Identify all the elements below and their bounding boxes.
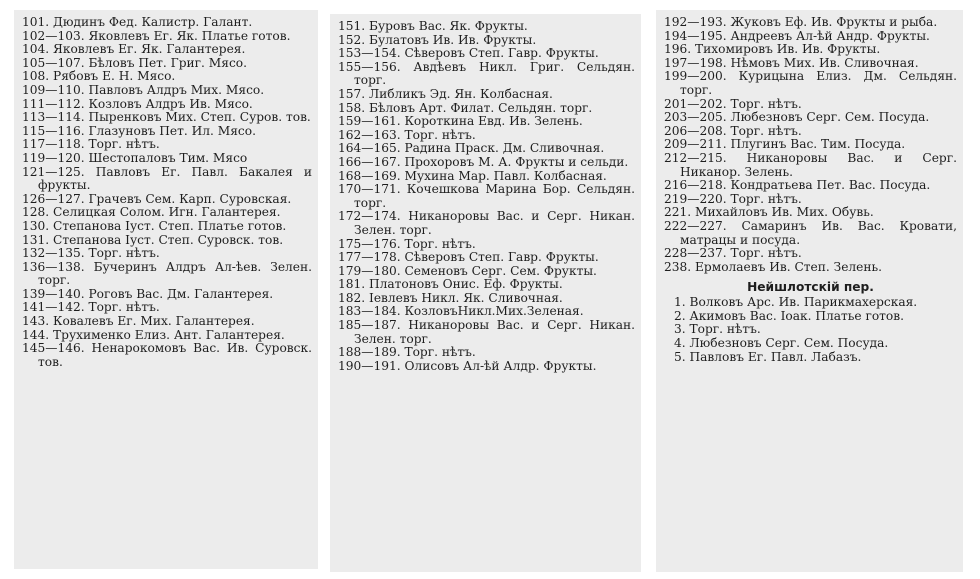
directory-entry: 102—103. Яковлевъ Ег. Як. Платье готов. [22, 28, 291, 43]
directory-entry: 119—120. Шестопаловъ Тим. Мясо [22, 150, 248, 165]
directory-entry: 168—169. Мухина Мар. Павл. Колбасная. [338, 168, 607, 183]
column-2 [330, 14, 641, 572]
directory-entry: 188—189. Торг. нѣтъ. [338, 345, 476, 360]
directory-entry: 132—135. Торг. нѣтъ. [22, 246, 160, 261]
directory-entry: 203—205. Любезновъ Серг. Сем. Посуда. [664, 110, 930, 125]
directory-entry: 115—116. Глазуновъ Пет. Ил. Мясо. [22, 123, 256, 138]
directory-entry: 5. Павловъ Ег. Павл. Лабазъ. [674, 349, 862, 364]
directory-entry: 181. Платоновъ Онис. Еф. Фрукты. [338, 277, 563, 292]
directory-entry: 117—118. Торг. нѣтъ. [22, 137, 160, 152]
directory-entry: 130. Степанова Іуст. Степ. Платье готов. [22, 218, 287, 233]
directory-entry: 143. Ковалевъ Ег. Мих. Галантерея. [22, 314, 255, 329]
directory-entry: 152. Булатовъ Ив. Ив. Фрукты. [338, 32, 537, 47]
directory-entry: 141—142. Торг. нѣтъ. [22, 300, 160, 315]
directory-entry: 201—202. Торг. нѣтъ. [664, 96, 802, 111]
directory-entry: 219—220. Торг. нѣтъ. [664, 191, 802, 206]
directory-entry: 170—171. Кочешкова Марина Бор. Сельдян. торг. [338, 182, 635, 210]
directory-entry: 185—187. Никаноровы Вас. и Серг. Никан. Зелен. торг. [338, 318, 635, 346]
directory-entry: 113—114. Пыренковъ Мих. Степ. Суров. тов. [22, 110, 311, 125]
directory-entry: 209—211. Плугинъ Вас. Тим. Посуда. [664, 137, 906, 152]
directory-entry: 155—156. Авдѣевъ Никл. Григ. Сельдян. торг. [338, 59, 635, 88]
directory-entry: 1. Волковъ Арс. Ив. Парикмахерская. [674, 295, 918, 310]
directory-entry: 199—200. Курицына Елиз. Дм. Сельдян. торг. [664, 69, 957, 97]
directory-entry: 194—195. Андреевъ Ал-ѣй Андр. Фрукты. [664, 28, 930, 43]
directory-entry: 4. Любезновъ Серг. Сем. Посуда. [674, 336, 889, 351]
directory-entry: 228—237. Торг. нѣтъ. [664, 246, 802, 261]
directory-entry: 172—174. Никаноровы Вас. и Серг. Никан. Зелен. торг. [338, 209, 635, 237]
column-3-entries [664, 16, 957, 274]
directory-entry: 190—191. Олисовъ Ал-ѣй Алдр. Фрукты. [338, 358, 597, 373]
directory-entry: 158. Бѣловъ Арт. Филат. Сельдян. торг. [338, 100, 593, 115]
directory-entry: 175—176. Торг. нѣтъ. [338, 236, 476, 251]
directory-entry: 157. Либликъ Эд. Ян. Колбасная. [338, 86, 553, 101]
directory-entry: 126—127. Грачевъ Сем. Карп. Суровская. [22, 191, 292, 206]
directory-entry: 121—125. Павловъ Ег. Павл. Бакалея и фрукты. [22, 164, 312, 193]
directory-entry: 212—215. Никаноровы Вас. и Серг. Никанор. Зелень. [664, 150, 957, 179]
directory-entry: 144. Трухименко Елиз. Ант. Галантерея. [22, 327, 285, 342]
directory-entry: 2. Акимовъ Вас. Іоак. Платье готов. [674, 308, 904, 323]
directory-entry: 145—146. Ненарокомовъ Вас. Ив. Суровск. тов. [22, 341, 312, 369]
directory-entry: 139—140. Роговъ Вас. Дм. Галантерея. [22, 286, 274, 301]
directory-entry: 177—178. Сѣверовъ Степ. Гавр. Фрукты. [338, 250, 599, 265]
directory-entry: 238. Ермолаевъ Ив. Степ. Зелень. [664, 259, 883, 274]
column-3-sub-entries [664, 296, 957, 364]
directory-entry: 197—198. Нѣмовъ Мих. Ив. Сливочная. [664, 55, 919, 70]
directory-entry: 151. Буровъ Вас. Як. Фрукты. [338, 19, 528, 33]
directory-entry: 162—163. Торг. нѣтъ. [338, 127, 476, 142]
directory-entry: 101. Дюдинъ Фед. Калистр. Галант. [22, 15, 253, 29]
directory-entry: 183—184. КозловъНикл.Мих.Зеленая. [338, 304, 584, 319]
directory-entry: 196. Тихомировъ Ив. Ив. Фрукты. [664, 42, 881, 57]
directory-entry: 136—138. Бучеринъ Алдръ Ал-ѣев. Зелен. торг. [22, 259, 312, 288]
directory-entry: 192—193. Жуковъ Еф. Ив. Фрукты и рыба. [664, 15, 938, 29]
column-1 [14, 10, 318, 569]
directory-entry: 216—218. Кондратьева Пет. Вас. Посуда. [664, 178, 931, 193]
directory-entry: 182. Іевлевъ Никл. Як. Сливочная. [338, 290, 563, 305]
section-heading: Нейшлотскій пер. [747, 280, 874, 295]
directory-entry: 206—208. Торг. нѣтъ. [664, 123, 802, 138]
directory-entry: 105—107. Бѣловъ Пет. Григ. Мясо. [22, 55, 247, 70]
directory-entry: 109—110. Павловъ Алдръ Мих. Мясо. [22, 82, 265, 97]
directory-entry: 111—112. Козловъ Алдръ Ив. Мясо. [22, 96, 253, 111]
directory-entry: 128. Селицкая Солом. Игн. Галантерея. [22, 205, 281, 220]
column-3 [656, 10, 963, 572]
directory-entry: 159—161. Короткина Евд. Ив. Зелень. [338, 114, 583, 129]
directory-entry: 108. Рябовъ Е. Н. Мясо. [22, 69, 176, 84]
directory-entry: 153—154. Сѣверовъ Степ. Гавр. Фрукты. [338, 46, 599, 61]
directory-entry: 3. Торг. нѣтъ. [674, 322, 761, 337]
directory-entry: 166—167. Прохоровъ М. А. Фрукты и сельди. [338, 154, 629, 169]
directory-entry: 222—227. Самаринъ Ив. Вас. Кровати, матрацы и посуда. [664, 218, 957, 247]
directory-entry: 104. Яковлевъ Ег. Як. Галантерея. [22, 42, 246, 57]
directory-entry: 164—165. Радина Праск. Дм. Сливочная. [338, 141, 605, 156]
directory-entry: 221. Михайловъ Ив. Мих. Обувь. [664, 205, 874, 220]
directory-entry: 131. Степанова Іуст. Степ. Суровск. тов. [22, 232, 284, 247]
directory-entry: 179—180. Семеновъ Серг. Сем. Фрукты. [338, 263, 597, 278]
